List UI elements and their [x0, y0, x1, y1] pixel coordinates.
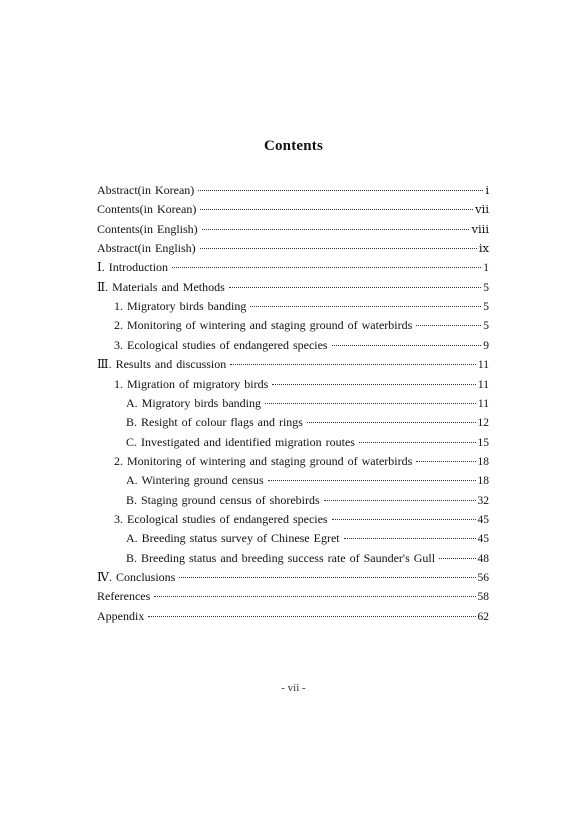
toc-entry: [97, 257, 489, 275]
toc-dot-leader: [272, 374, 476, 388]
toc-entry: [97, 180, 489, 198]
toc-entry: [97, 277, 489, 295]
toc-entry-page: 5: [483, 320, 489, 333]
toc-entry: [97, 238, 489, 256]
toc-dot-leader: [268, 470, 476, 484]
toc-dot-leader: [200, 238, 477, 252]
page-title: Contents: [263, 138, 324, 154]
toc-entry-page: 5: [483, 281, 489, 294]
toc-entry: [114, 509, 489, 527]
toc-entry-page: ⅷ: [471, 223, 489, 236]
toc-entry: [126, 528, 489, 546]
toc-entry-page: 11: [477, 397, 489, 410]
toc-entry-label: 1. Migratory birds banding: [114, 299, 247, 314]
toc-dot-leader: [332, 335, 482, 349]
toc-dot-leader: [172, 257, 481, 271]
toc-entry-label: Contents(in English): [97, 221, 198, 236]
toc-entry-label: B. Staging ground census of shorebirds: [126, 492, 320, 507]
toc-entry-page: 58: [477, 591, 489, 604]
toc-entry-page: 32: [477, 494, 489, 507]
toc-entry: [97, 606, 489, 624]
toc-dot-leader: [416, 451, 475, 465]
toc-dot-leader: [265, 393, 476, 407]
toc-entry-label: 2. Monitoring of wintering and staging ground of waterbirds: [114, 318, 413, 333]
toc-dot-leader: [332, 509, 476, 523]
toc-entry: [114, 315, 489, 333]
toc-entry: [126, 548, 489, 566]
toc-entry-label: Abstract(in Korean): [97, 183, 195, 197]
toc-entry-label: 3. Ecological studies of endangered species: [114, 511, 328, 526]
toc-entry-page: 5: [483, 301, 489, 314]
toc-entry-page: 48: [477, 552, 489, 565]
toc-entry: [114, 296, 489, 314]
toc-entry-label: B. Resight of colour flags and rings: [126, 415, 303, 430]
toc-entry-page: 15: [477, 436, 489, 449]
toc-entry: [126, 393, 489, 411]
toc-entry-label: Ⅱ. Materials and Methods: [97, 279, 225, 294]
toc-entry-page: 11: [477, 359, 489, 372]
toc-entry-label: 1. Migration of migratory birds: [114, 376, 269, 391]
toc-entry-page: 11: [477, 378, 489, 391]
toc-entry-label: Abstract(in English): [97, 241, 196, 256]
toc-entry-page: 62: [477, 610, 489, 623]
toc-dot-leader: [416, 315, 481, 329]
toc-entry-label: A. Breeding status survey of Chinese Egret: [126, 531, 340, 546]
toc-dot-leader: [200, 199, 473, 213]
toc-entry-label: A. Wintering ground census: [126, 473, 264, 488]
toc-dot-leader: [344, 528, 476, 542]
toc-dot-leader: [439, 548, 475, 562]
toc-entry: [126, 470, 489, 488]
toc-entry-page: ⅰ: [485, 185, 489, 197]
page-number-footer: - vii -: [281, 682, 306, 694]
toc-entry-label: Ⅲ. Results and discussion: [97, 357, 227, 372]
toc-entry: [114, 374, 489, 392]
toc-dot-leader: [250, 296, 481, 310]
toc-entry-label: C. Investigated and identified migration routes: [126, 434, 355, 449]
toc-entry-page: ⅶ: [475, 204, 489, 217]
toc-dot-leader: [359, 432, 476, 446]
toc-entry: [126, 432, 489, 450]
toc-entry-label: 3. Ecological studies of endangered species: [114, 337, 328, 352]
toc-dot-leader: [324, 490, 476, 504]
toc-entry-page: 45: [477, 533, 489, 546]
toc-dot-leader: [148, 606, 475, 620]
toc-entry-page: 1: [483, 262, 489, 275]
toc-dot-leader: [202, 219, 470, 233]
toc-entry-label: B. Breeding status and breeding success rate of Saunder's Gull: [126, 550, 436, 565]
toc-entry: [97, 586, 489, 604]
toc-entry-label: Ⅰ. Introduction: [97, 260, 169, 275]
toc-entry-label: 2. Monitoring of wintering and staging ground of waterbirds: [114, 453, 413, 468]
toc-entry: [126, 412, 489, 430]
toc-entry: [126, 490, 489, 508]
toc-dot-leader: [179, 567, 475, 581]
toc-entry: [97, 199, 489, 217]
toc-dot-leader: [229, 277, 481, 291]
toc-entry-label: A. Migratory birds banding: [126, 395, 261, 410]
toc-entry-label: Contents(in Korean): [97, 202, 197, 217]
toc-dot-leader: [198, 180, 483, 194]
toc-entry-page: 12: [477, 417, 489, 430]
toc-entry: [97, 354, 489, 372]
toc-entry: [97, 567, 489, 585]
toc-entry-page: 45: [477, 513, 489, 526]
toc-entry-page: ⅸ: [478, 243, 489, 256]
toc-entry-page: 18: [477, 475, 489, 488]
toc-entry: [114, 451, 489, 469]
toc-dot-leader: [230, 354, 476, 368]
toc-dot-leader: [307, 412, 476, 426]
toc-entry-label: Appendix: [97, 608, 145, 623]
toc-entry: [97, 219, 489, 237]
toc-entry: [114, 335, 489, 353]
toc-entry-label: Ⅳ. Conclusions: [97, 570, 176, 584]
toc-dot-leader: [154, 586, 475, 600]
toc-entry-page: 9: [483, 339, 489, 352]
toc-entry-page: 18: [477, 455, 489, 468]
toc-entry-label: References: [97, 589, 151, 604]
toc-entry-page: 56: [477, 572, 489, 584]
